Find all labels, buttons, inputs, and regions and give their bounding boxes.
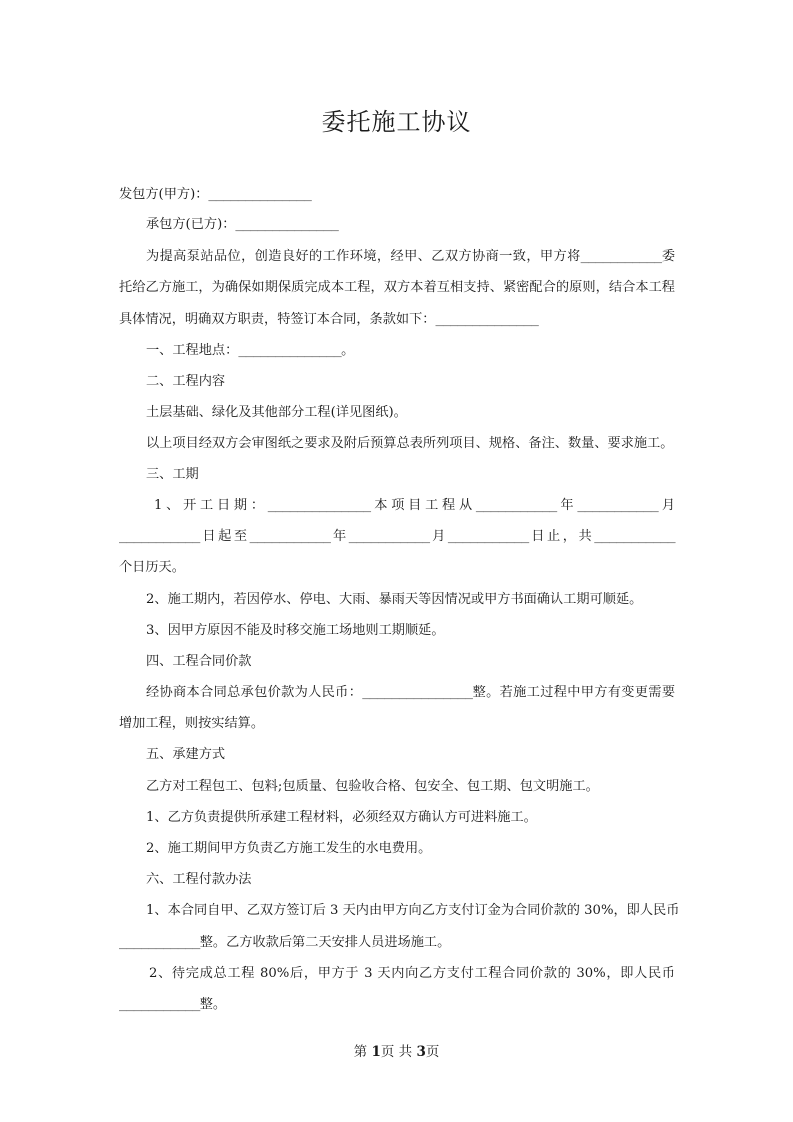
intro-line-1 xyxy=(119,242,675,272)
intro-blank-2[interactable]: ______________ xyxy=(435,312,539,327)
section-1 xyxy=(119,336,702,366)
text: 日起至 xyxy=(199,529,250,544)
section-5-item-2: 2、施工期间甲方负责乙方施工发生的水电费用。 xyxy=(146,841,432,856)
party-b-label: 承包方(已方)： xyxy=(146,217,236,232)
text: 页 共 xyxy=(380,1044,417,1060)
section-3-heading: 三、工期 xyxy=(146,467,199,482)
text: 整。 xyxy=(199,997,227,1012)
price-blank[interactable]: _______________ xyxy=(362,685,473,700)
intro-blank-1[interactable]: ___________ xyxy=(580,249,662,264)
section-1-label: 一、工程地点： xyxy=(146,343,239,358)
section-6-item-1-line-1: 1、本合同自甲、乙双方签订后 3 天内由甲方向乙方支付订金为合同价款的 30%，即人民币 xyxy=(146,903,680,918)
progress-payment-blank[interactable]: ___________ xyxy=(119,997,200,1012)
text: 经协商本合同总承包价款为人民币： xyxy=(146,685,363,700)
end-day-blank[interactable]: ___________ xyxy=(447,529,529,544)
page-footer xyxy=(0,1040,793,1060)
total-days-blank[interactable]: ___________ xyxy=(594,529,676,544)
party-a-label: 发包方(甲方)： xyxy=(119,187,209,202)
text: 年 xyxy=(330,529,349,544)
section-6-item-2-line-1: 2、待完成总工程 80%后，甲方于 3 天内向乙方支付工程合同价款的 30%，即人民币 xyxy=(149,966,675,981)
party-a-line xyxy=(119,180,675,210)
period: 。 xyxy=(341,343,355,358)
party-b-line xyxy=(119,210,702,240)
section-6-item-2-line-2 xyxy=(119,990,675,1020)
section-5-heading: 五、承建方式 xyxy=(146,747,226,762)
end-year-blank[interactable]: ___________ xyxy=(249,529,331,544)
party-a-blank[interactable]: ______________ xyxy=(208,187,312,202)
document-title: 委托施工协议 xyxy=(321,108,472,136)
text: 月 xyxy=(658,498,676,513)
section-4-line-2: 增加工程，则按实结算。 xyxy=(119,716,265,731)
text: 整。乙方收款后第二天安排人员进场施工。 xyxy=(199,935,451,950)
section-6-item-1-line-2 xyxy=(119,928,675,958)
total-pages: 3 xyxy=(416,1044,426,1060)
section-5-p1: 乙方对工程包工、包料;包质量、包验收合格、包安全、包工期、包文明施工。 xyxy=(146,779,599,794)
end-month-blank[interactable]: ___________ xyxy=(348,529,430,544)
section-3-item-2: 2、施工期内，若因停水、停电、大雨、暴雨天等因情况或甲方书面确认工期可顺延。 xyxy=(146,592,643,607)
intro-text: 具体情况，明确双方职责，特签订本合同，条款如下： xyxy=(119,312,436,327)
text: 年 xyxy=(556,498,578,513)
text: 页 xyxy=(425,1044,440,1060)
section-4-line-1 xyxy=(119,678,675,708)
section-3-item-1-line-2 xyxy=(119,522,675,552)
text: 1、开工日期： xyxy=(154,498,268,513)
text: 整。若施工过程中甲方有变更需要 xyxy=(472,685,676,700)
section-6-heading: 六、工程付款办法 xyxy=(146,872,252,887)
start-month-blank[interactable]: ___________ xyxy=(577,498,659,513)
intro-line-3 xyxy=(119,305,675,335)
section-2-heading: 二、工程内容 xyxy=(146,374,226,389)
section-2-p2: 以上项目经双方会审图纸之要求及附后预算总表所列项目、规格、备注、数量、要求施工。 xyxy=(146,436,674,451)
start-date-blank[interactable]: ______________ xyxy=(267,498,371,513)
text: 月 xyxy=(429,529,448,544)
section-3-item-3: 3、因甲方原因不能及时移交施工场地则工期顺延。 xyxy=(146,623,445,638)
intro-text: 委 xyxy=(661,249,676,264)
party-b-blank[interactable]: ______________ xyxy=(235,217,339,232)
section-2-p1: 土层基础、绿化及其他部分工程(详见图纸)。 xyxy=(146,405,407,420)
intro-line-2: 托给乙方施工，为确保如期保质完成本工程，双方本着互相支持、紧密配合的原则，结合本工程 xyxy=(119,280,675,295)
text: 本项目工程从 xyxy=(370,498,476,513)
intro-text: 为提高泵站品位，创造良好的工作环境，经甲、乙双方协商一致，甲方将 xyxy=(146,249,581,264)
section-5-item-1: 1、乙方负责提供所承建工程材料，必须经双方确认方可进料施工。 xyxy=(146,810,537,825)
deposit-blank[interactable]: ___________ xyxy=(119,935,200,950)
start-year-blank[interactable]: ___________ xyxy=(475,498,557,513)
section-3-item-1-line-1 xyxy=(154,491,675,521)
location-blank[interactable]: ______________ xyxy=(238,343,342,358)
section-3-item-1-line-3: 个日历天。 xyxy=(119,560,185,575)
text: 第 xyxy=(353,1044,372,1060)
page-number: 1 xyxy=(371,1044,381,1060)
start-day-blank[interactable]: ___________ xyxy=(119,529,200,544)
text: 日止，共 xyxy=(528,529,595,544)
section-4-heading: 四、工程合同价款 xyxy=(146,654,252,669)
